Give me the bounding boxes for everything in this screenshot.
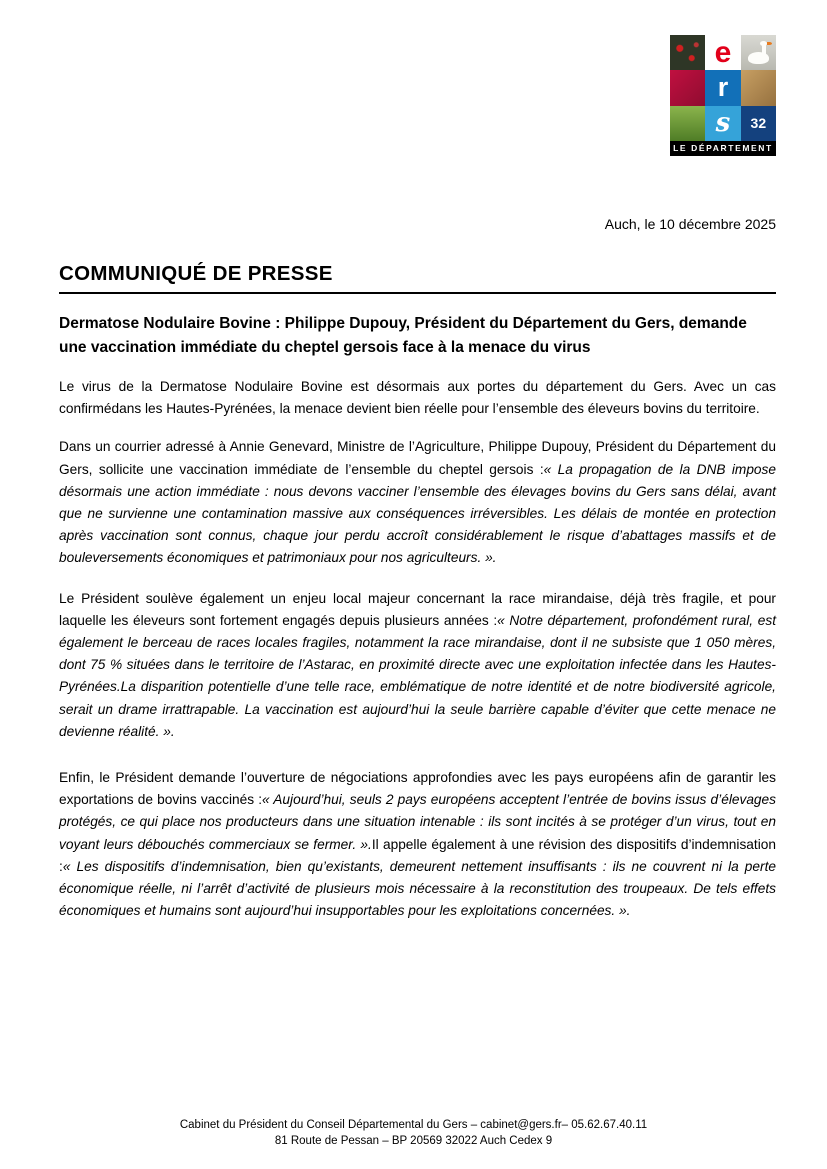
paragraph-1-text: Le virus de la Dermatose Nodulaire Bovine est désormais aux portes du département du Gers. Avec un cas confirmédans les Hautes-Pyrénées, la menace devient bien réelle pour l’ensemble des éleveurs bovins du territoire.: [59, 379, 776, 417]
footer-line-1: Cabinet du Président du Conseil Départemental du Gers – cabinet@gers.fr– 05.62.67.40.11: [179, 1119, 648, 1131]
paragraph-4-quote-1: « Aujourd’hui, seuls 2 pays européens acceptent l’entrée de bovins issus d’élevages protégés, ce qui place nos producteurs dans une situation intenable : ils sont incités à se protéger d’un virus, tout en voyant leurs débouchés commerciaux se fermer. ».: [59, 792, 776, 852]
logo-letter-e: [705, 35, 740, 70]
logo-mosaic: [670, 35, 776, 141]
logo-letter-r-glyph: r: [717, 72, 729, 103]
logo-photo-flowers: [670, 35, 705, 70]
paragraph-4: [59, 767, 776, 922]
goose-body-shape: [748, 52, 769, 64]
paragraph-4-intro: Enfin, le Président demande l’ouverture de négociations approfondies avec les pays européens afin de garantir les exportations de bovins vaccinés :: [59, 770, 776, 808]
footer: [0, 1117, 827, 1149]
date-line: Auch, le 10 décembre 2025: [604, 216, 776, 232]
logo-letter-r: [705, 70, 740, 105]
logo-department-label: LE DÉPARTEMENT: [670, 141, 776, 156]
gers-department-logo: [670, 35, 776, 156]
goose-beak-shape: [767, 42, 772, 45]
paragraph-4-quote-2: « Les dispositifs d’indemnisation, bien qu’existants, demeurent nettement insuffisants : ils ne couvrent ni la perte économique réelle, ni l’arrêt d’activité de plusieurs mois nécessaire à la reconstitution des troupeaux. De tels effets économiques et humains sont aujourd’hui insupportables pour les exploitations concernées. ».: [59, 858, 776, 919]
goose-icon: [741, 35, 776, 70]
paragraph-1: [59, 376, 776, 420]
logo-number-32-glyph: 32: [750, 115, 767, 132]
paragraph-3-quote: « Notre département, profondément rural, est également le berceau de races locales fragiles, notamment la race mirandaise, dont il ne subsiste que 1 050 mères, dont 75 % situées dans le territoire de l’Astarac, en proximité directe avec une exploitation infectée dans les Hautes-Pyrénées.La disparition potentielle d’une telle race, emblématique de notre identité et de notre biodiversité agricole, serait un drame irrattrapable. La vaccination est aujourd’hui la seule barrière capable d’éviter que cette menace ne devienne réalité. ».: [59, 612, 776, 739]
press-release-title: COMMUNIQUÉ DE PRESSE: [59, 262, 333, 285]
logo-photo-field: [670, 106, 705, 141]
footer-line-2: 81 Route de Pessan – BP 20569 32022 Auch Cedex 9: [274, 1135, 553, 1147]
logo-letter-s: [705, 106, 740, 141]
logo-letter-s-glyph: s: [715, 108, 731, 139]
logo-photo-red: [670, 70, 705, 105]
headline: Dermatose Nodulaire Bovine : Philippe Dupouy, Président du Département du Gers, demande une vaccination immédiate du cheptel gersois face à la menace du virus: [59, 315, 747, 356]
logo-number-32: [741, 106, 776, 141]
paragraph-2: [59, 436, 776, 569]
paragraph-3: [59, 588, 776, 743]
logo-photo-earth: [741, 70, 776, 105]
paragraph-2-intro: Dans un courrier adressé à Annie Genevard, Ministre de l’Agriculture, Philippe Dupouy, Président du Département du Gers, sollicite une vaccination immédiate de l’ensemble du cheptel gersois :: [59, 439, 776, 477]
paragraph-2-quote: « La propagation de la DNB impose désormais une action immédiate : nous devons vacciner l’ensemble des élevages bovins du Gers sans délai, avant que ne survienne une contamination massive aux conséquences irréversibles. Les délais de montée en protection après vaccination sont connus, chaque jour perdu accroît considérablement le risque d’abattages massifs et de bouleversements économiques et patrimoniaux pour nos agriculteurs. ».: [59, 461, 776, 566]
goose-head-shape: [760, 41, 767, 46]
paragraph-4-middle: Il appelle également à une révision des dispositifs d’indemnisation :: [59, 836, 776, 874]
paragraph-3-intro: Le Président soulève également un enjeu local majeur concernant la race mirandaise, déjà très fragile, et pour laquelle les éleveurs sont fortement engagés depuis plusieurs années :: [59, 590, 776, 628]
logo-letter-e-glyph: e: [714, 35, 732, 69]
title-divider: [59, 292, 776, 294]
